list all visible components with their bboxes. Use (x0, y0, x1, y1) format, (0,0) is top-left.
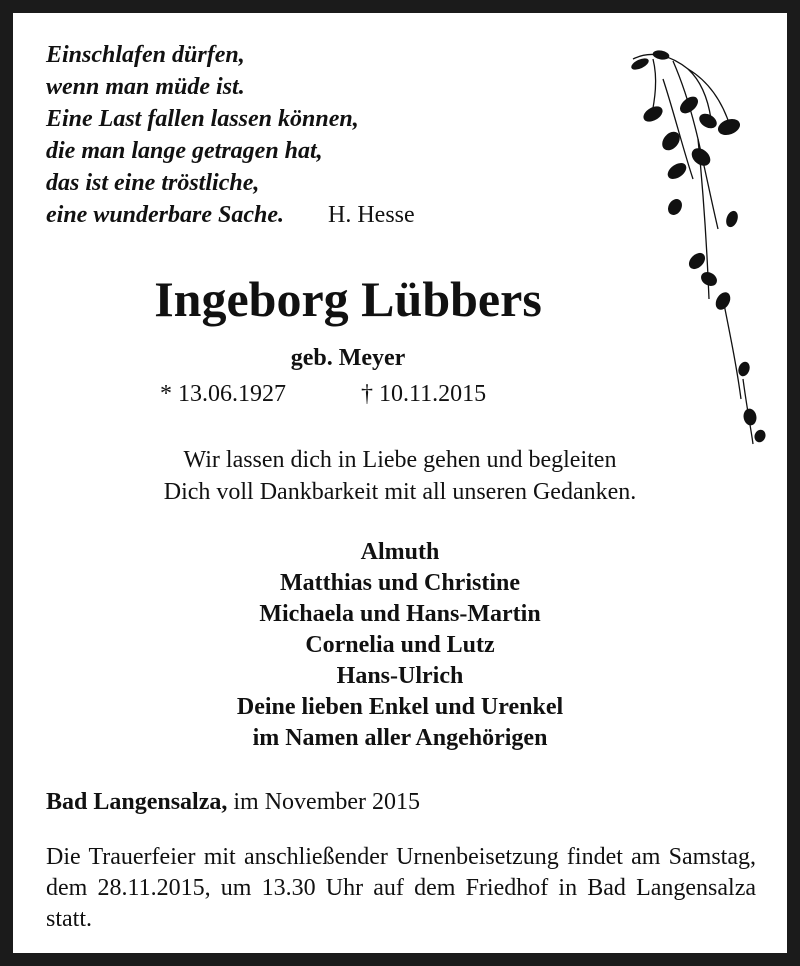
poem (46, 39, 415, 231)
mourner-name: Hans-Ulrich (336, 663, 464, 689)
poem-line-last (46, 199, 415, 231)
place-date: im November 2015 (233, 789, 421, 815)
birch-leaves-icon (613, 39, 773, 459)
mourner-name: Cornelia und Lutz (305, 632, 495, 658)
poem-line: das ist eine tröstliche, (46, 170, 260, 196)
farewell-line: Wir lassen dich in Liebe gehen und begleiten (183, 447, 617, 473)
death-date: † 10.11.2015 (361, 381, 487, 407)
birth-date: * 13.06.1927 (160, 381, 286, 407)
poem-line-text: eine wunderbare Sache. (46, 202, 285, 228)
place-and-date (46, 787, 420, 817)
mourner-name: Deine lieben Enkel und Urenkel (236, 694, 564, 720)
place-town: Bad Langensalza, (46, 789, 228, 815)
farewell-text (13, 444, 787, 508)
deceased-name: Ingeborg Lübbers (154, 271, 542, 327)
maiden-name: geb. Meyer (290, 345, 406, 371)
poem-author: H. Hesse (328, 202, 415, 228)
mourner-name: Michaela und Hans-Martin (259, 601, 541, 627)
poem-line: Einschlafen dürfen, (46, 42, 245, 68)
funeral-notice: Die Trauerfeier mit anschließender Urnenbeisetzung findet am Samstag, dem 28.11.2015, um 13.30 Uhr auf dem Friedhof in Bad Langensalza statt. (46, 844, 756, 932)
mourner-name: Matthias und Christine (279, 570, 521, 596)
mourners-list (13, 537, 787, 754)
farewell-line: Dich voll Dankbarkeit mit all unseren Gedanken. (163, 479, 637, 505)
mourner-name: Almuth (360, 539, 440, 565)
poem-line: die man lange getragen hat, (46, 138, 323, 164)
mourner-name: im Namen aller Angehörigen (252, 725, 548, 751)
poem-line: Eine Last fallen lassen können, (46, 106, 359, 132)
poem-line: wenn man müde ist. (46, 74, 245, 100)
